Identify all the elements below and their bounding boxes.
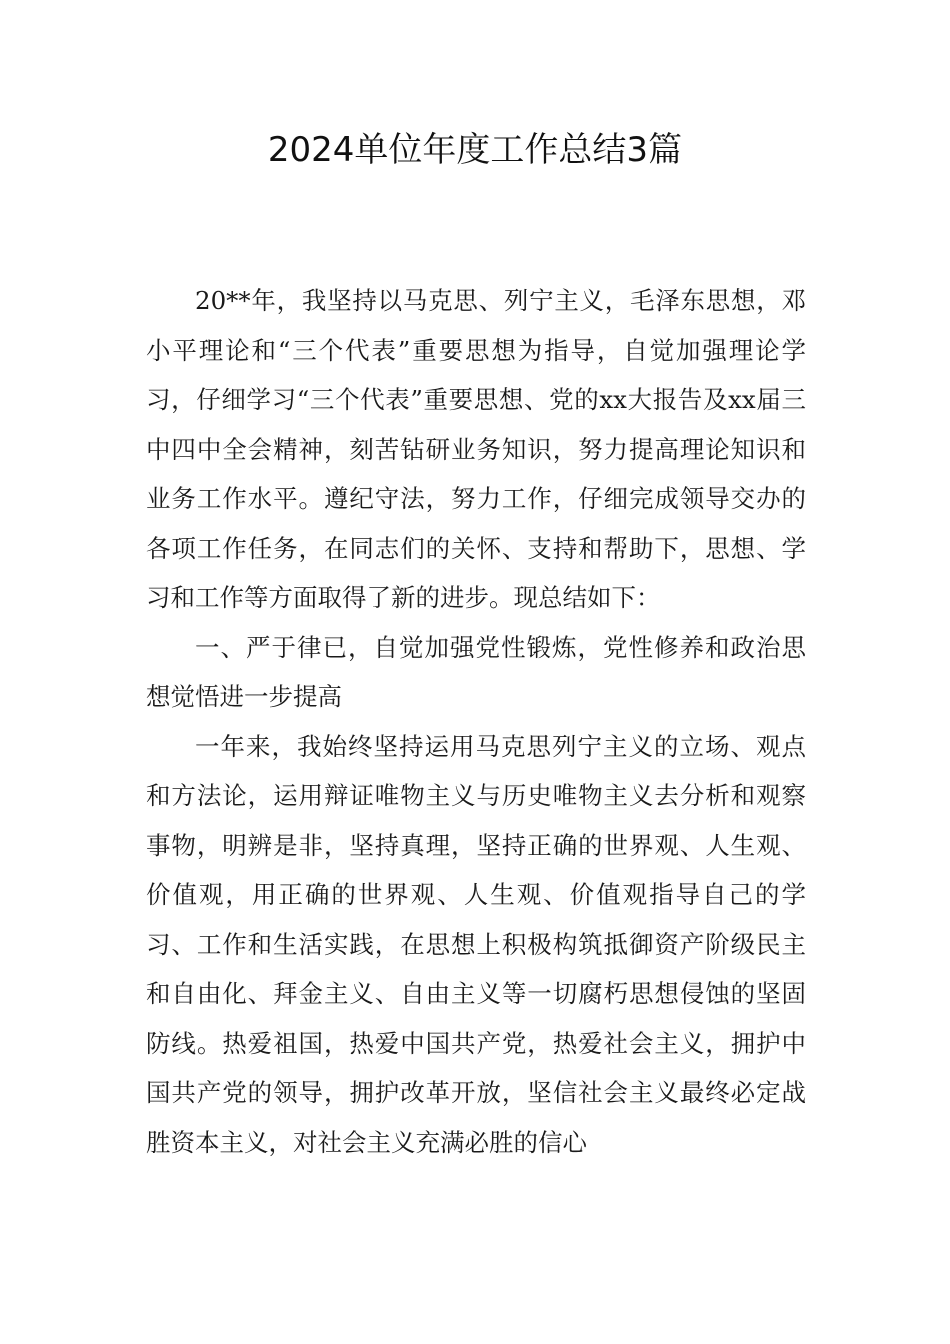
document-body — [146, 276, 806, 1167]
paragraph-body: 一年来，我始终坚持运用马克思列宁主义的立场、观点和方法论，运用辩证唯物主义与历史唯物主义去分析和观察事物，明辨是非，坚持真理，坚持正确的世界观、人生观、价值观，用正确的世界观、人生观、价值观指导自己的学习、工作和生活实践，在思想上积极构筑抵御资产阶级民主和自由化、拜金主义、自由主义等一切腐朽思想侵蚀的坚固防线。热爱祖国，热爱中国共产党，热爱社会主义，拥护中国共产党的领导，拥护改革开放，坚信社会主义最终必定战胜资本主义，对社会主义充满必胜的信心 — [146, 731, 806, 1157]
paragraph-intro: 20**年，我坚持以马克思、列宁主义，毛泽东思想，邓小平理论和“三个代表”重要思想为指导，自觉加强理论学习，仔细学习“三个代表”重要思想、党的xx大报告及xx届三中四中全会精神，刻苦钻研业务知识，努力提高理论知识和业务工作水平。遵纪守法，努力工作，仔细完成领导交办的各项工作任务，在同志们的关怀、支持和帮助下，思想、学习和工作等方面取得了新的进步。现总结如下： — [146, 286, 806, 612]
document-title: 2024单位年度工作总结3篇 — [267, 130, 683, 170]
paragraph-section-heading: 一、严于律已，自觉加强党性锻炼，党性修养和政治思想觉悟进一步提高 — [146, 632, 806, 711]
